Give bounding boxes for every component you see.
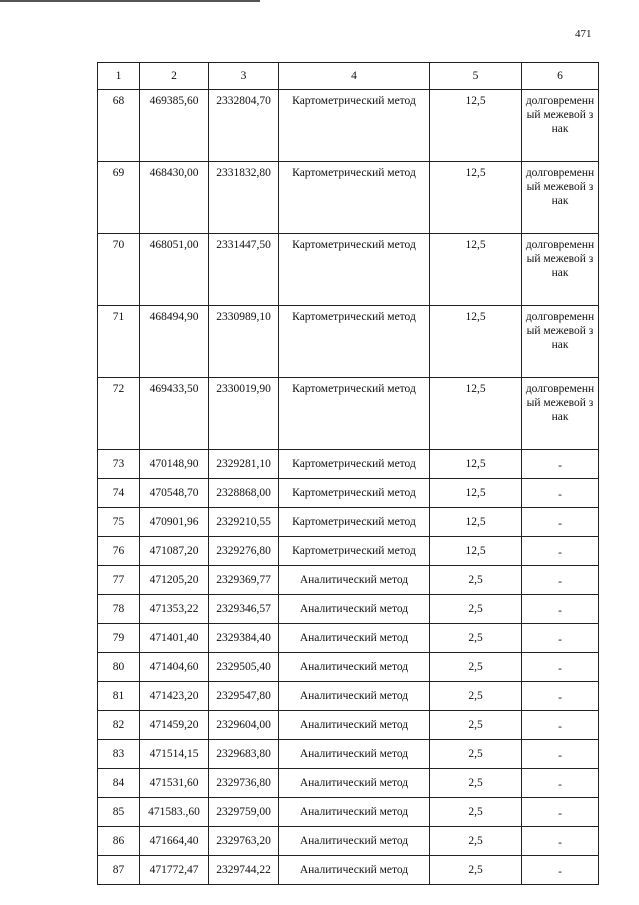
cell-precision: 12,5	[430, 450, 522, 479]
cell-x-coordinate: 471772,47	[140, 856, 209, 885]
coordinates-table	[97, 62, 599, 885]
cell-method: Картометрический метод	[279, 479, 430, 508]
cell-y-coordinate: 2329604,00	[209, 711, 279, 740]
cell-precision: 12,5	[430, 234, 522, 306]
cell-y-coordinate: 2331447,50	[209, 234, 279, 306]
table-row	[98, 798, 599, 827]
cell-method: Картометрический метод	[279, 537, 430, 566]
cell-y-coordinate: 2329763,20	[209, 827, 279, 856]
cell-method: Аналитический метод	[279, 740, 430, 769]
table-row	[98, 378, 599, 450]
cell-method: Аналитический метод	[279, 711, 430, 740]
table-row	[98, 306, 599, 378]
cell-x-coordinate: 471459,20	[140, 711, 209, 740]
cell-precision: 12,5	[430, 479, 522, 508]
cell-sign: -	[522, 682, 599, 711]
cell-x-coordinate: 471353,22	[140, 595, 209, 624]
cell-y-coordinate: 2329276,80	[209, 537, 279, 566]
cell-x-coordinate: 471531,60	[140, 769, 209, 798]
cell-x-coordinate: 469385,60	[140, 90, 209, 162]
cell-precision: 12,5	[430, 508, 522, 537]
column-header: 2	[140, 63, 209, 90]
cell-point-number: 84	[98, 769, 140, 798]
cell-sign: -	[522, 450, 599, 479]
cell-method: Картометрический метод	[279, 378, 430, 450]
cell-method: Картометрический метод	[279, 162, 430, 234]
cell-precision: 12,5	[430, 90, 522, 162]
cell-x-coordinate: 471087,20	[140, 537, 209, 566]
cell-point-number: 68	[98, 90, 140, 162]
cell-point-number: 83	[98, 740, 140, 769]
cell-x-coordinate: 468494,90	[140, 306, 209, 378]
cell-x-coordinate: 471514,15	[140, 740, 209, 769]
cell-precision: 2,5	[430, 711, 522, 740]
table-row	[98, 450, 599, 479]
cell-point-number: 76	[98, 537, 140, 566]
cell-precision: 2,5	[430, 827, 522, 856]
cell-y-coordinate: 2329369,77	[209, 566, 279, 595]
table-row	[98, 740, 599, 769]
cell-sign: -	[522, 537, 599, 566]
cell-sign: -	[522, 624, 599, 653]
cell-point-number: 72	[98, 378, 140, 450]
table-row	[98, 595, 599, 624]
cell-point-number: 79	[98, 624, 140, 653]
cell-point-number: 87	[98, 856, 140, 885]
cell-method: Картометрический метод	[279, 508, 430, 537]
cell-method: Аналитический метод	[279, 827, 430, 856]
cell-y-coordinate: 2329384,40	[209, 624, 279, 653]
cell-sign: -	[522, 827, 599, 856]
cell-point-number: 75	[98, 508, 140, 537]
cell-y-coordinate: 2329759,00	[209, 798, 279, 827]
table-row	[98, 90, 599, 162]
cell-x-coordinate: 468051,00	[140, 234, 209, 306]
cell-y-coordinate: 2329281,10	[209, 450, 279, 479]
cell-precision: 2,5	[430, 566, 522, 595]
cell-point-number: 73	[98, 450, 140, 479]
cell-method: Картометрический метод	[279, 306, 430, 378]
cell-sign: -	[522, 508, 599, 537]
page-number: 471	[575, 28, 592, 40]
cell-sign: -	[522, 769, 599, 798]
table-row	[98, 624, 599, 653]
cell-method: Аналитический метод	[279, 798, 430, 827]
table-row	[98, 508, 599, 537]
cell-y-coordinate: 2329505,40	[209, 653, 279, 682]
table-row	[98, 682, 599, 711]
table-row	[98, 827, 599, 856]
cell-x-coordinate: 471664,40	[140, 827, 209, 856]
scan-edge-line	[0, 0, 260, 2]
column-header: 3	[209, 63, 279, 90]
table-row	[98, 537, 599, 566]
table-row	[98, 769, 599, 798]
cell-sign: долговременный межевой знак	[522, 234, 599, 306]
cell-point-number: 71	[98, 306, 140, 378]
cell-precision: 12,5	[430, 306, 522, 378]
cell-sign: долговременный межевой знак	[522, 162, 599, 234]
cell-y-coordinate: 2329346,57	[209, 595, 279, 624]
cell-y-coordinate: 2329547,80	[209, 682, 279, 711]
cell-y-coordinate: 2331832,80	[209, 162, 279, 234]
cell-y-coordinate: 2328868,00	[209, 479, 279, 508]
cell-precision: 12,5	[430, 162, 522, 234]
cell-precision: 2,5	[430, 624, 522, 653]
column-header: 4	[279, 63, 430, 90]
table-row	[98, 162, 599, 234]
cell-precision: 2,5	[430, 740, 522, 769]
cell-y-coordinate: 2329210,55	[209, 508, 279, 537]
table-row	[98, 234, 599, 306]
table-row	[98, 566, 599, 595]
cell-x-coordinate: 470548,70	[140, 479, 209, 508]
column-header: 6	[522, 63, 599, 90]
cell-point-number: 86	[98, 827, 140, 856]
cell-sign: -	[522, 740, 599, 769]
cell-precision: 12,5	[430, 537, 522, 566]
cell-method: Картометрический метод	[279, 234, 430, 306]
cell-x-coordinate: 471404,60	[140, 653, 209, 682]
cell-y-coordinate: 2330989,10	[209, 306, 279, 378]
cell-sign: долговременный межевой знак	[522, 306, 599, 378]
cell-point-number: 85	[98, 798, 140, 827]
cell-precision: 2,5	[430, 798, 522, 827]
cell-precision: 12,5	[430, 378, 522, 450]
cell-y-coordinate: 2329736,80	[209, 769, 279, 798]
cell-method: Аналитический метод	[279, 595, 430, 624]
cell-point-number: 82	[98, 711, 140, 740]
table-row	[98, 711, 599, 740]
table-row	[98, 856, 599, 885]
cell-sign: -	[522, 595, 599, 624]
cell-x-coordinate: 471401,40	[140, 624, 209, 653]
cell-sign: -	[522, 798, 599, 827]
table-row	[98, 653, 599, 682]
cell-y-coordinate: 2332804,70	[209, 90, 279, 162]
cell-precision: 2,5	[430, 682, 522, 711]
cell-x-coordinate: 470148,90	[140, 450, 209, 479]
cell-x-coordinate: 471583.,60	[140, 798, 209, 827]
cell-point-number: 74	[98, 479, 140, 508]
cell-sign: -	[522, 856, 599, 885]
cell-y-coordinate: 2330019,90	[209, 378, 279, 450]
cell-method: Аналитический метод	[279, 566, 430, 595]
cell-sign: -	[522, 653, 599, 682]
cell-sign: -	[522, 711, 599, 740]
cell-precision: 2,5	[430, 769, 522, 798]
cell-sign: долговременный межевой знак	[522, 378, 599, 450]
cell-point-number: 69	[98, 162, 140, 234]
cell-x-coordinate: 469433,50	[140, 378, 209, 450]
table-row	[98, 479, 599, 508]
cell-x-coordinate: 470901,96	[140, 508, 209, 537]
column-header: 5	[430, 63, 522, 90]
cell-x-coordinate: 471205,20	[140, 566, 209, 595]
cell-method: Картометрический метод	[279, 90, 430, 162]
cell-precision: 2,5	[430, 653, 522, 682]
column-header: 1	[98, 63, 140, 90]
cell-sign: -	[522, 479, 599, 508]
cell-point-number: 78	[98, 595, 140, 624]
cell-sign: -	[522, 566, 599, 595]
cell-precision: 2,5	[430, 856, 522, 885]
cell-point-number: 80	[98, 653, 140, 682]
cell-y-coordinate: 2329744,22	[209, 856, 279, 885]
cell-method: Картометрический метод	[279, 450, 430, 479]
cell-y-coordinate: 2329683,80	[209, 740, 279, 769]
cell-method: Аналитический метод	[279, 769, 430, 798]
cell-point-number: 77	[98, 566, 140, 595]
cell-method: Аналитический метод	[279, 856, 430, 885]
cell-point-number: 70	[98, 234, 140, 306]
cell-sign: долговременный межевой знак	[522, 90, 599, 162]
cell-x-coordinate: 471423,20	[140, 682, 209, 711]
cell-method: Аналитический метод	[279, 682, 430, 711]
cell-method: Аналитический метод	[279, 624, 430, 653]
cell-x-coordinate: 468430,00	[140, 162, 209, 234]
cell-method: Аналитический метод	[279, 653, 430, 682]
cell-point-number: 81	[98, 682, 140, 711]
table-header-row	[98, 63, 599, 90]
cell-precision: 2,5	[430, 595, 522, 624]
